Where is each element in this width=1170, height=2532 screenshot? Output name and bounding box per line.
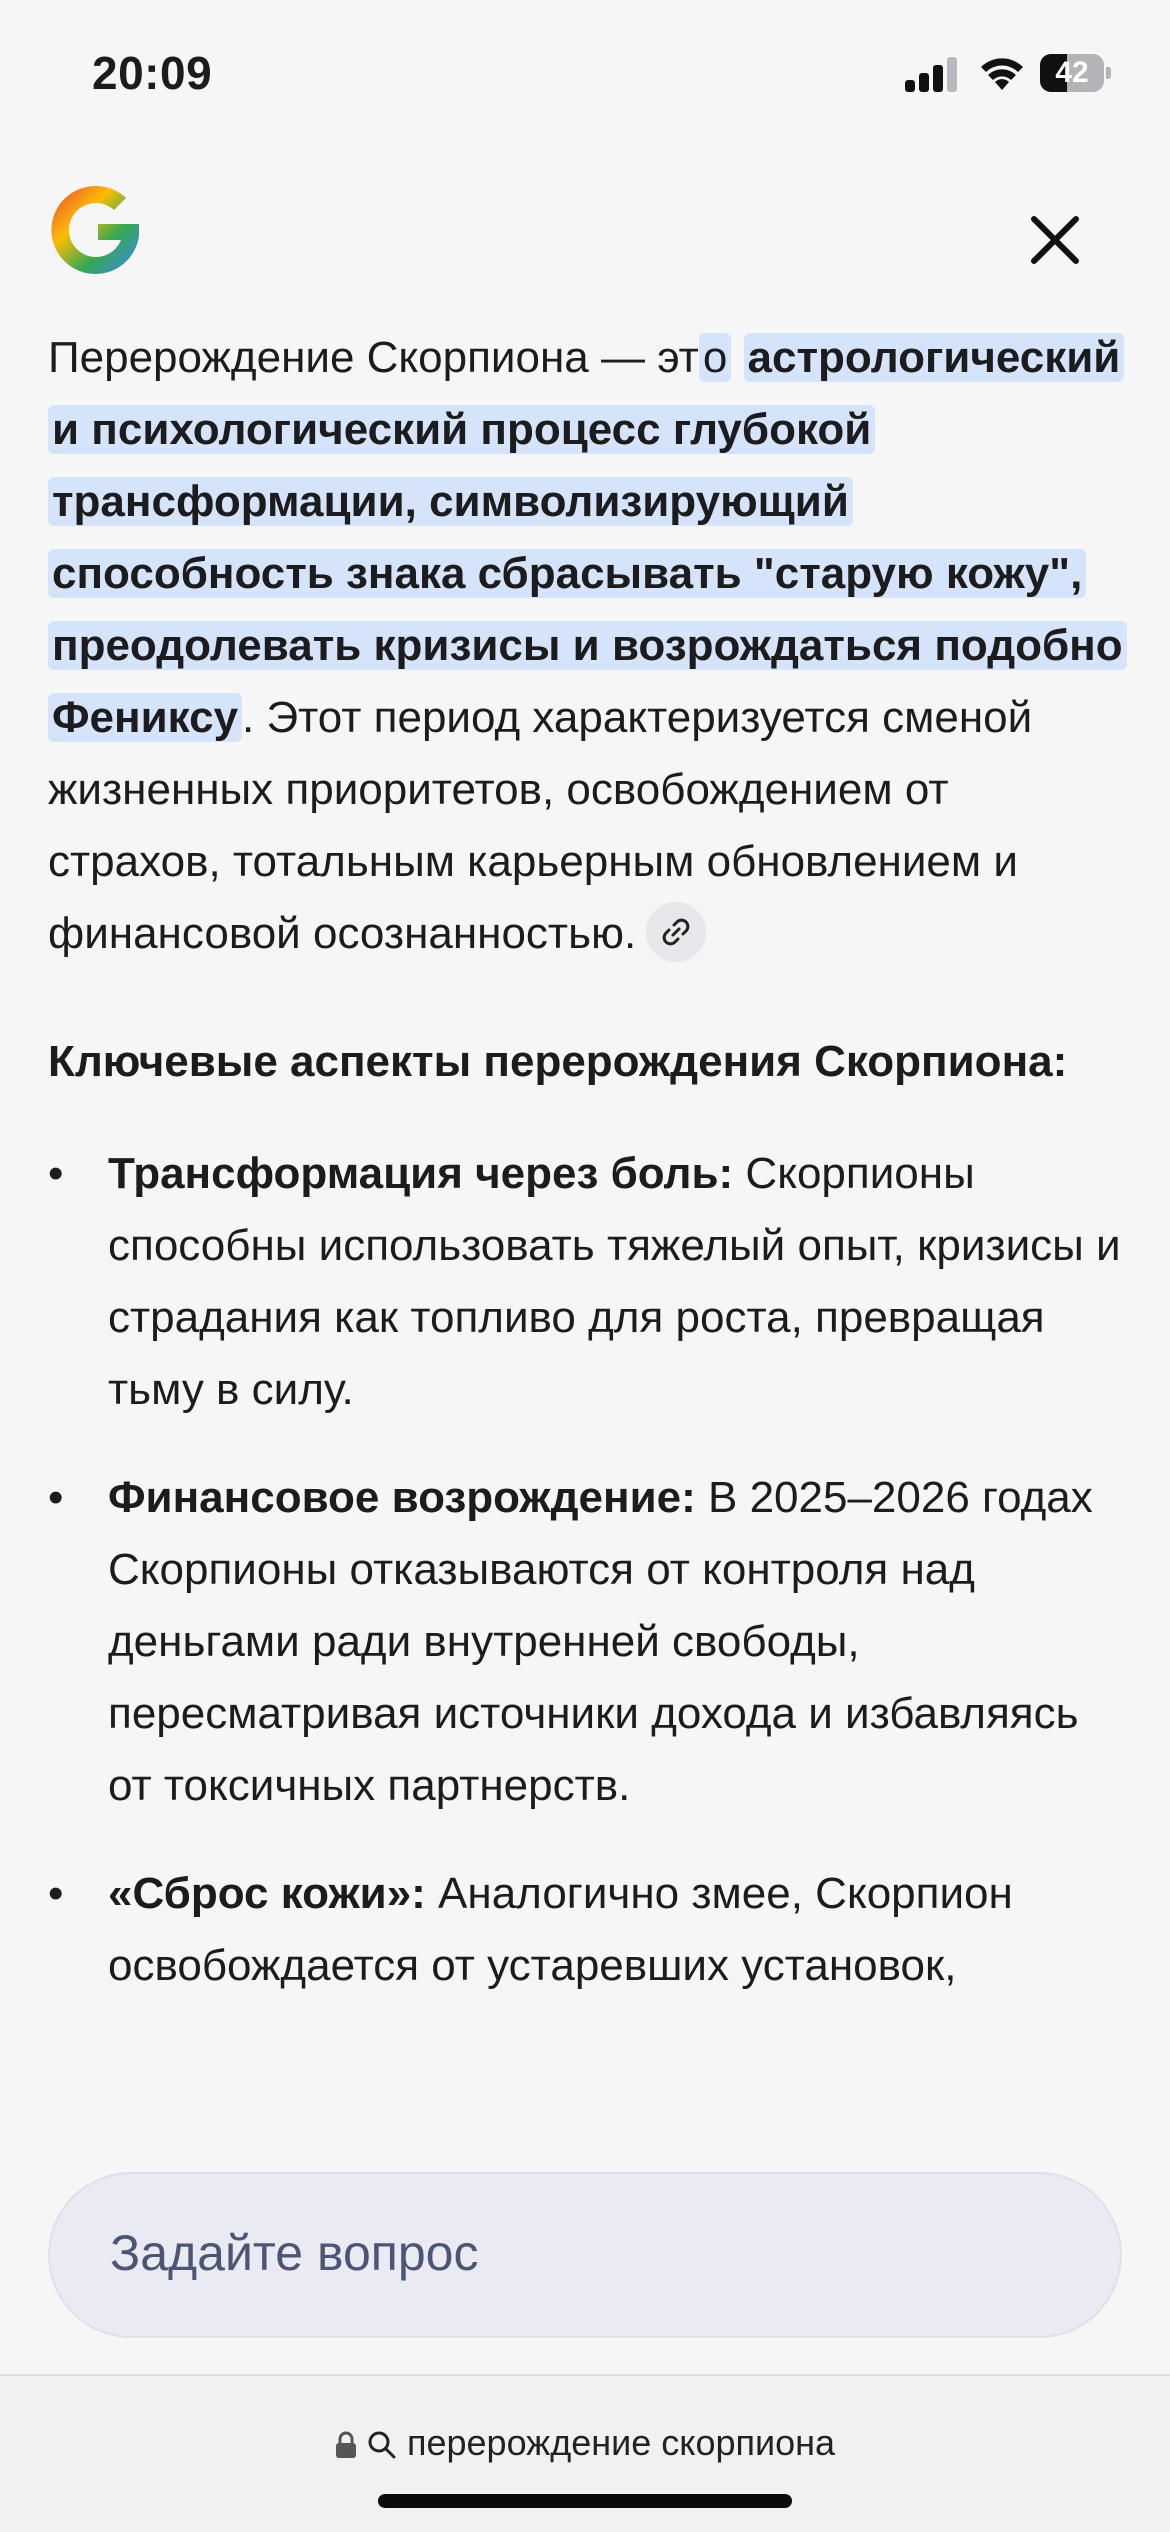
list-item: • Трансформация через боль: Скорпионы способны использовать тяжелый опыт, кризисы и страдания как топливо для роста, превращая тьму в силу. (48, 1149, 1121, 1414)
ask-placeholder: Задайте вопрос (110, 2225, 479, 2281)
section-heading: Ключевые аспекты перерождения Скорпиона: (48, 1037, 1068, 1086)
wifi-icon (978, 52, 1026, 92)
source-link-button[interactable] (646, 902, 706, 962)
cellular-signal-icon (905, 56, 957, 92)
list-item: • «Сброс кожи»: Аналогично змее, Скорпион освобождается от устаревших установок, (48, 1869, 1013, 1990)
aspects-list (48, 1138, 1128, 2002)
link-icon (661, 917, 691, 947)
address-field[interactable] (0, 2422, 1170, 2464)
google-g-icon[interactable] (46, 180, 146, 280)
lock-icon (335, 2431, 357, 2459)
close-button[interactable] (1020, 205, 1090, 275)
ai-answer (48, 322, 1128, 2038)
highlighted-text: астрологический и психологический процесс глубокой трансформации, символизирующий способность знака сбрасывать "старую кожу", преодолевать кризисы и возрождаться подобно Фениксу (48, 333, 1127, 742)
close-icon (1020, 205, 1090, 275)
battery-level: 42 (1055, 56, 1089, 89)
home-indicator (378, 2494, 792, 2508)
ask-question-input[interactable] (48, 2172, 1122, 2338)
intro-paragraph: Перерождение Скорпиона — это астрологический и психологический процесс глубокой трансформации, символизирующий способность знака сбрасывать "старую кожу", преодолевать кризисы и возрождаться подобно Фениксу. Этот период характеризуется сменой жизненных приоритетов, освобождением от страхов, тотальным карьерным обновлением и финансовой осознанностью. (48, 322, 1128, 970)
battery-icon (1040, 54, 1110, 92)
browser-address-bar[interactable] (0, 2374, 1170, 2532)
list-item: • Финансовое возрождение: В 2025–2026 годах Скорпионы отказываются от контроля над деньгами ради внутренней свободы, пересматривая источники дохода и избавляясь от токсичных партнерств. (48, 1473, 1093, 1810)
search-icon (367, 2430, 397, 2460)
status-bar (0, 0, 1170, 150)
status-time: 20:09 (92, 47, 213, 99)
address-query: перерождение скорпиона (406, 2422, 836, 2463)
